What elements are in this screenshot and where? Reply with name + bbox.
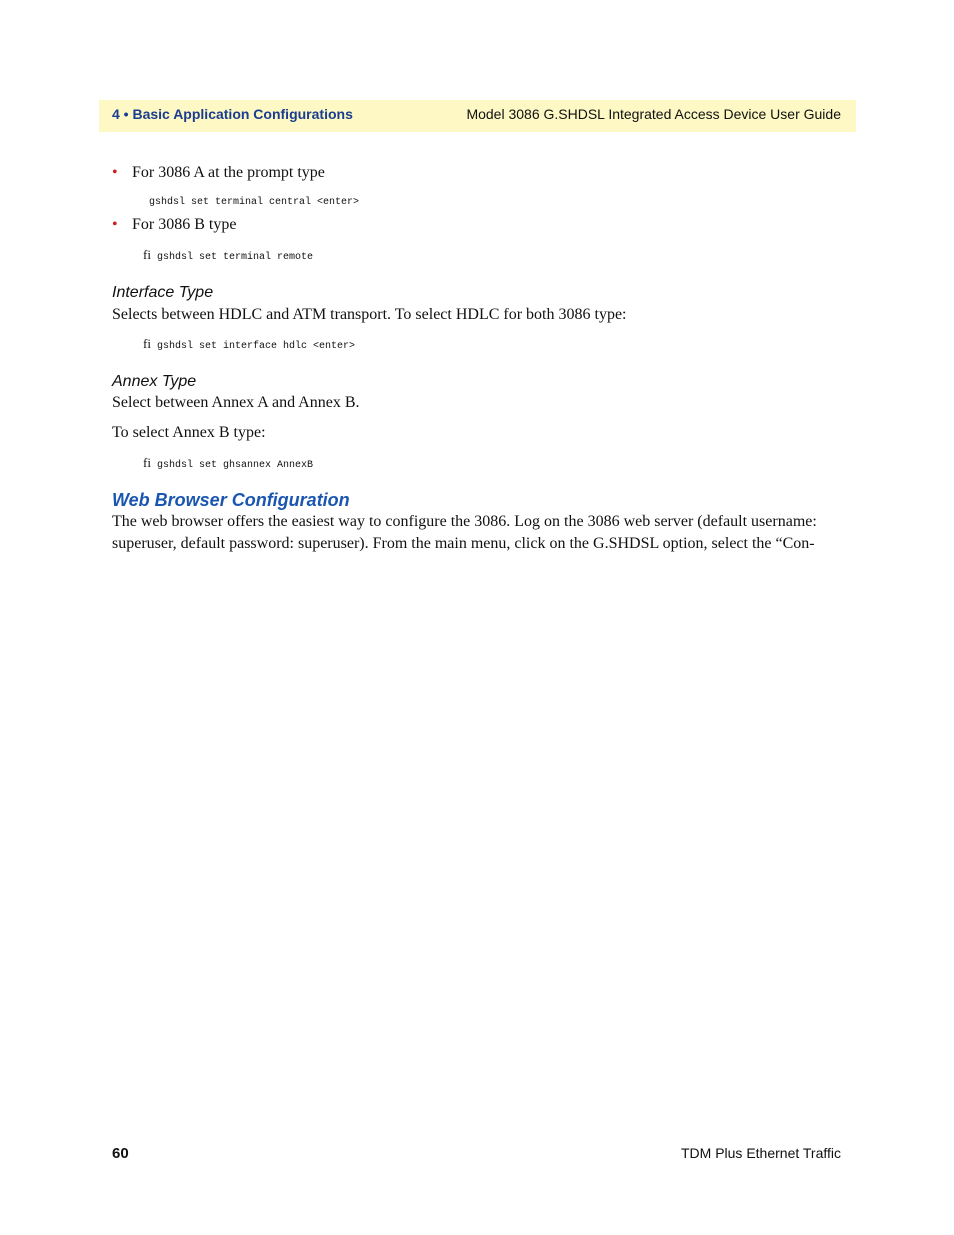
code-text: gshdsl set ghsannex AnnexB [156, 460, 313, 471]
annex-instruction: To select Annex B type: [112, 424, 266, 441]
page-number: 60 [112, 1145, 129, 1162]
bullet-text: For 3086 A at the prompt type [132, 164, 325, 181]
interface-paragraph: Selects between HDLC and ATM transport. To select HDLC for both 3086 type: [112, 306, 627, 323]
code-text: gshdsl set terminal remote [156, 252, 313, 263]
bullet-text: For 3086 B type [132, 216, 237, 233]
annex-paragraph: Select between Annex A and Annex B. [112, 394, 360, 411]
chapter-title: 4 • Basic Application Configurations [112, 106, 353, 122]
bullet-icon: • [112, 164, 118, 181]
bullet-item [112, 216, 236, 234]
bullet-icon: • [112, 216, 118, 233]
subheading-annex-type: Annex Type [112, 373, 197, 390]
bullet-item [112, 164, 325, 182]
code-mark: fi [143, 336, 151, 351]
code-line [143, 455, 313, 471]
code-mark: fi [143, 455, 151, 470]
code-line: gshdsl set terminal central <enter> [149, 197, 360, 208]
code-mark: fi [143, 247, 151, 262]
subheading-interface-type: Interface Type [112, 284, 214, 301]
code-line [143, 336, 355, 352]
section-title-web-browser: Web Browser Configuration [112, 490, 350, 510]
footer-title: TDM Plus Ethernet Traffic [680, 1145, 841, 1161]
guide-title: Model 3086 G.SHDSL Integrated Access Device User Guide [466, 106, 841, 122]
code-text: gshdsl set interface hdlc <enter> [156, 341, 355, 352]
web-paragraph: The web browser offers the easiest way to configure the 3086. Log on the 3086 web server (default username: superuser, default password: superuser). From the main menu, click on the G.SHDSL option, select the “Con- [112, 513, 817, 552]
code-line [143, 247, 313, 263]
